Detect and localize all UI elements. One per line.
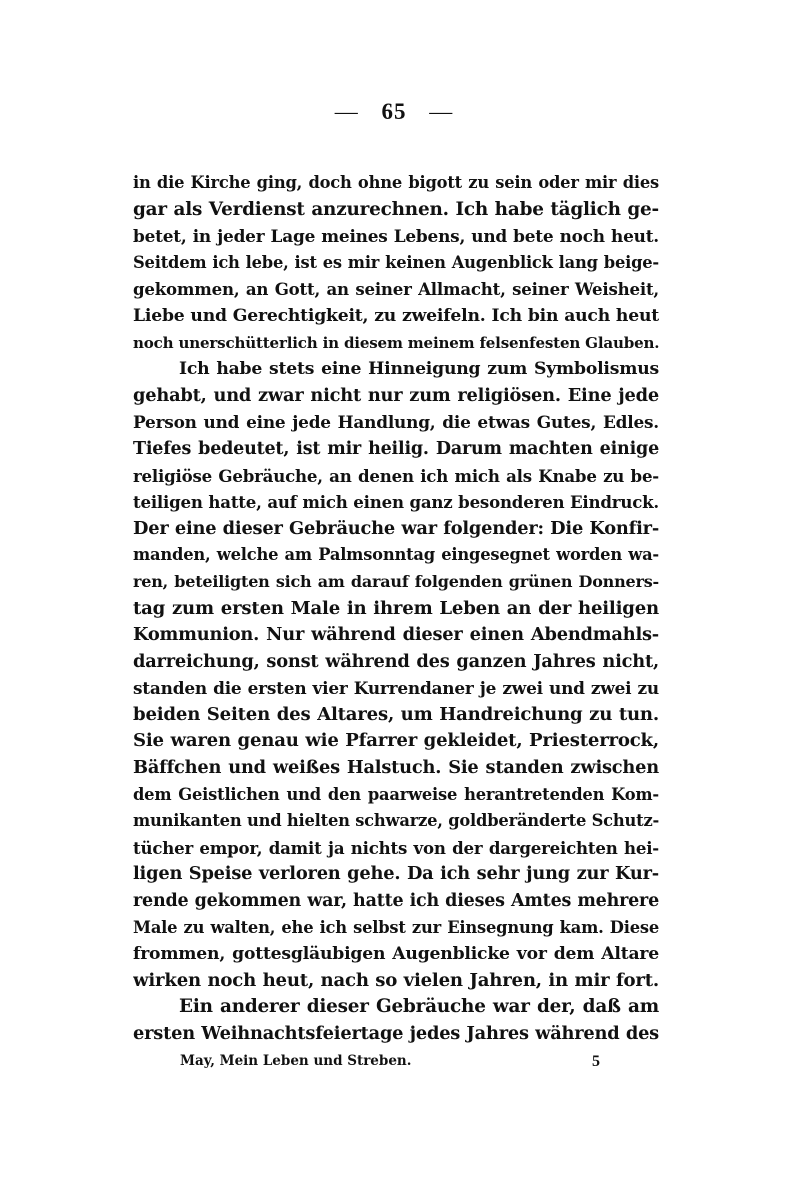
text-line: Sie waren genau wie Pfarrer gekleidet, Priesterrock, <box>133 730 659 752</box>
page-footer <box>180 1053 600 1073</box>
sheet-number: 5 <box>592 1053 600 1070</box>
page-header <box>0 99 788 125</box>
text-line: Tiefes bedeutet, ist mir heilig. Darum machten einige <box>133 438 659 459</box>
text-line: betet, in jeder Lage meines Lebens, und bete noch heut. <box>133 226 659 247</box>
footer-signature: May, Mein Leben und Streben. <box>180 1053 412 1069</box>
text-line: Der eine dieser Gebräuche war folgender: Die Konfir- <box>133 517 659 539</box>
text-line: Ich habe stets eine Hinneigung zum Symbolismus <box>179 359 659 380</box>
text-line: beiden Seiten des Altares, um Handreichung zu tun. <box>133 703 659 725</box>
text-line: Bäffchen und weißes Halstuch. Sie standen zwischen <box>133 757 659 779</box>
text-line: tücher empor, damit ja nichts von der dargereichten hei- <box>133 837 659 858</box>
text-line: gehabt, und zwar nicht nur zum religiösen. Eine jede <box>133 384 659 406</box>
text-line: manden, welche am Palmsonntag eingesegnet worden wa- <box>133 545 659 565</box>
text-line: Seitdem ich lebe, ist es mir keinen Augenblick lang beige- <box>133 252 659 272</box>
page-body <box>133 170 659 1048</box>
text-line: rende gekommen war, hatte ich dieses Amtes mehrere <box>133 891 659 912</box>
text-line: tag zum ersten Male in ihrem Leben an der heiligen <box>133 597 659 619</box>
text-line: in die Kirche ging, doch ohne bigott zu sein oder mir dies <box>133 173 659 192</box>
text-line: Male zu walten, ehe ich selbst zur Einsegnung kam. Diese <box>133 917 659 937</box>
text-line: frommen, gottesgläubigen Augenblicke vor dem Altare <box>133 944 659 965</box>
text-line: Ein anderer dieser Gebräuche war der, daß am <box>179 996 659 1018</box>
text-line: wirken noch heut, nach so vielen Jahren, in mir fort. <box>133 969 659 991</box>
text-line: Kommunion. Nur während dieser einen Abendmahls- <box>133 624 659 646</box>
text-line: darreichung, sonst während des ganzen Jahres nicht, <box>133 650 659 672</box>
text-line: Person und eine jede Handlung, die etwas Gutes, Edles. <box>133 412 659 433</box>
header-dash-left: — <box>334 99 359 124</box>
text-line: religiöse Gebräuche, an denen ich mich als Knabe zu be- <box>133 465 659 486</box>
text-line: standen die ersten vier Kurrendaner je zwei und zwei zu <box>133 678 659 699</box>
page-number: 65 <box>381 99 407 124</box>
text-line: ren, beteiligten sich am darauf folgenden grünen Donners- <box>133 571 659 591</box>
text-line: teiligen hatte, auf mich einen ganz besonderen Eindruck. <box>133 492 659 513</box>
text-line: noch unerschütterlich in diesem meinem felsenfesten Glauben. <box>133 333 659 352</box>
text-line: ersten Weihnachtsfeiertage jedes Jahres während des <box>133 1023 659 1044</box>
text-line: dem Geistlichen und den paarweise herantretenden Kom- <box>133 784 659 804</box>
header-dash-right: — <box>429 99 454 124</box>
text-line: gekommen, an Gott, an seiner Allmacht, seiner Weisheit, <box>133 279 659 300</box>
text-line: gar als Verdienst anzurechnen. Ich habe täglich ge- <box>133 198 659 220</box>
text-line: Liebe und Gerechtigkeit, zu zweifeln. Ich bin auch heut <box>133 305 659 326</box>
text-line: ligen Speise verloren gehe. Da ich sehr jung zur Kur- <box>133 863 659 885</box>
text-line: munikanten und hielten schwarze, goldberänderte Schutz- <box>133 811 659 831</box>
